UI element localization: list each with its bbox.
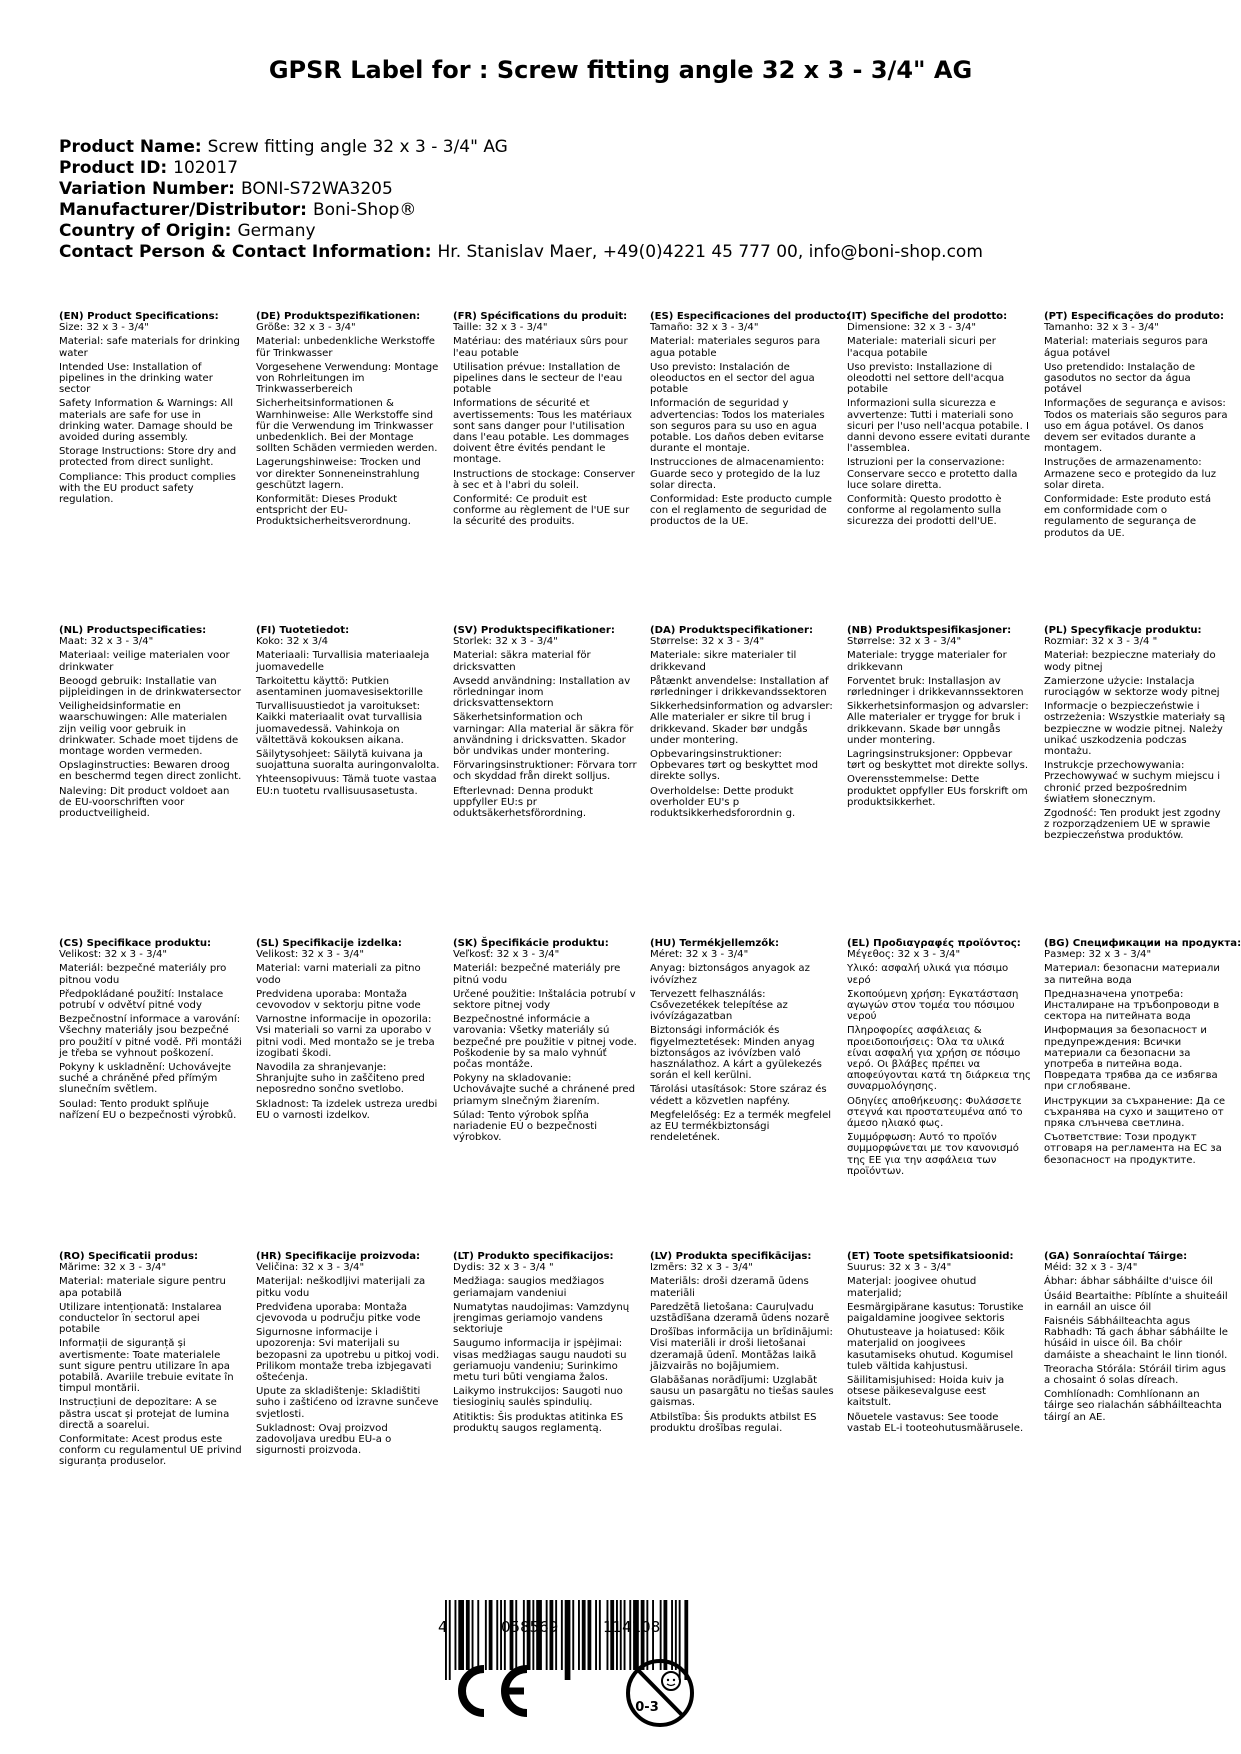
spec-line: Overholdelse: Dette produkt overholder EU's p roduktsikkerhedsforordnin g. [650, 785, 796, 820]
spec-title: (ET) Toote spetsifikatsioonid: [847, 1251, 1014, 1262]
spec-line: Zamierzone użycie: Instalacja rurociągów w sektorze wody pitnej [1044, 675, 1220, 699]
spec-line: Overensstemmelse: Dette produktet oppfyller EUs forskrift om produktsikkerhet. [847, 774, 1028, 808]
spec-block [1044, 1251, 1228, 1426]
barcode-bar [599, 1600, 601, 1670]
spec-title: (IT) Specifiche del prodotto: [847, 311, 1008, 322]
spec-title: (DE) Produktspezifikationen: [256, 311, 421, 322]
spec-line: Istruzioni per la conservazione: Conservare secco e protetto dalla luce solare diretta. [847, 457, 1018, 491]
spec-block [453, 625, 637, 822]
spec-line: Storage Instructions: Store dry and protected from direct sunlight. [59, 446, 237, 469]
spec-line: Conformité: Ce produit est conforme au règlement de l'UE sur la sécurité des produits. [453, 494, 630, 528]
spec-title: (HU) Termékjellemzők: [650, 938, 779, 949]
spec-line: Úsáid Beartaithe: Píblínte a shuiteáil in earnáil an uisce óil [1044, 1290, 1228, 1313]
spec-line: Taille: 32 x 3 - 3/4" [453, 322, 548, 334]
info-product-name: Product Name: Screw fitting angle 32 x 3 - 3/4" AG [59, 137, 508, 157]
spec-line: Tárolási utasítások: Store száraz és védett a közvetlen napfény. [650, 1084, 827, 1107]
spec-title: (HR) Specifikacije proizvoda: [256, 1251, 421, 1262]
barcode-bar [578, 1600, 580, 1670]
spec-title: (SL) Specifikacije izdelka: [256, 938, 402, 949]
spec-block [1044, 625, 1228, 845]
barcode-bar [455, 1600, 457, 1670]
spec-line: Zgodność: Ten produkt jest zgodny z rozporządzeniem UE w sprawie bezpieczeństwa produktów. [1044, 808, 1221, 842]
spec-line: Tervezett felhasználás: Csővezetékek telepítése az ivóvízágazatban [650, 988, 788, 1023]
barcode-bar [477, 1600, 479, 1670]
spec-line: Efterlevnad: Denna produkt uppfyller EU:s pr oduktsäkerhetsförordning. [453, 785, 593, 820]
spec-line: Laikymo instrukcijos: Saugoti nuo tiesioginių saulės spindulių. [453, 1386, 623, 1409]
spec-line: Conformidad: Este producto cumple con el reglamento de seguridad de productos de la UE. [650, 494, 832, 528]
spec-title: (SV) Produktspecifikationer: [453, 625, 615, 636]
spec-line: Skladnost: Ta izdelek ustreza uredbi EU o varnosti izdelkov. [256, 1098, 438, 1121]
spec-block [256, 311, 440, 531]
spec-line: Anyag: biztonságos anyagok az ivóvízhez [650, 963, 810, 986]
spec-block [847, 938, 1031, 1180]
barcode-bar [496, 1600, 498, 1670]
spec-line: Materiał: bezpieczne materiały do wody pitnej [1044, 650, 1216, 673]
spec-line: Material: materiais seguros para água potável [1044, 336, 1208, 359]
barcode-bar [595, 1600, 597, 1670]
spec-line: Información de seguridad y advertencias: Todos los materiales son seguros para su uso en agua potable. Los daños deben evitarse durante el montaje. [650, 398, 825, 455]
spec-line: Comhlíonadh: Comhlíonann an táirge seo rialachán sábháilteachta táirgí an AE. [1044, 1389, 1222, 1423]
spec-line: Drošības informācija un brīdinājumi: Visi materiāli ir droši lietošanai dzeramajā ūdenī. Montāžas laikā jāizvairās no bojājumiem. [650, 1327, 833, 1372]
spec-line: Mărime: 32 x 3 - 3/4" [59, 1262, 167, 1274]
spec-line: Размер: 32 x 3 - 3/4" [1044, 949, 1152, 961]
spec-title: (BG) Спецификации на продукта: [1044, 938, 1241, 949]
spec-line: Σκοπούμενη χρήση: Εγκατάσταση αγωγών στον τομέα του πόσιμου νερού [847, 988, 1019, 1023]
spec-title: (LT) Produkto specifikacijos: [453, 1251, 614, 1262]
ce-mark-icon [452, 1661, 534, 1721]
spec-line: Eesmärgipärane kasutus: Torustike paigaldamine joogivee sektoris [847, 1301, 1024, 1325]
barcode-digits-right: 114108 [603, 1618, 661, 1636]
spec-block [256, 1251, 440, 1459]
spec-line: Izmērs: 32 x 3 - 3/4" [650, 1262, 753, 1274]
spec-line: Předpokládané použití: Instalace potrubí v odvětví pitné vody [59, 988, 224, 1012]
spec-title: (PL) Specyfikacje produktu: [1044, 625, 1202, 636]
spec-line: Navodila za shranjevanje: Shranjujte suho in zaščiteno pred neposredno sončno svetlobo. [256, 1062, 425, 1096]
spec-line: Konformität: Dieses Produkt entspricht der EU-Produktsicherheitsverordnung. [256, 494, 411, 528]
spec-line: Koko: 32 x 3/4 [256, 636, 329, 648]
spec-line: Tamaño: 32 x 3 - 3/4" [650, 322, 759, 334]
spec-line: Informații de siguranță și avertismente: Toate materialele sunt sigure pentru utilizare în apa potabilă. Avariile trebuie evitate în timpul montării. [59, 1338, 234, 1395]
spec-line: Predvidena uporaba: Montaža cevovodov v sektorju pitne vode [256, 988, 421, 1012]
spec-title: (EN) Product Specifications: [59, 311, 219, 322]
spec-line: Instrukcje przechowywania: Przechowywać w suchym miejscu i chronić przed bezpośrednim światłem słonecznym. [1044, 760, 1221, 805]
spec-line: Größe: 32 x 3 - 3/4" [256, 322, 356, 334]
spec-line: Pokyny k uskladnění: Uchovávejte suché a chráněné před přímým slunečním světlem. [59, 1062, 232, 1096]
spec-line: Yhteensopivuus: Tämä tuote vastaa EU:n tuotetu rvallisuusasetusta. [256, 774, 437, 797]
spec-line: Turvallisuustiedot ja varoitukset: Kaikki materiaalit ovat turvallisia juomavedessä. Vahinkoja on vältettävä kokouksen aikana. [256, 701, 423, 746]
barcode-bar [472, 1600, 474, 1670]
spec-line: Naleving: Dit product voldoet aan de EU-voorschriften voor productveiligheid. [59, 785, 230, 820]
age-warning-icon [624, 1657, 696, 1729]
spec-line: Vorgesehene Verwendung: Montage von Rohrleitungen im Trinkwasserbereich [256, 361, 439, 396]
spec-block [1044, 311, 1228, 542]
barcode-bar [458, 1600, 464, 1670]
info-product-id: Product ID: 102017 [59, 158, 239, 178]
spec-line: Veľkosť: 32 x 3 - 3/4" [453, 949, 560, 961]
spec-line: Instrucciones de almacenamiento: Guarde seco y protegido de la luz solar directa. [650, 457, 825, 491]
spec-title: (SK) Špecifikácie produktu: [453, 938, 609, 949]
spec-line: Material: varni materiali za pitno vodo [256, 963, 421, 986]
spec-line: Sicherheitsinformationen & Warnhinweise: Alle Werkstoffe sind für die Verwendung im Trinkwasser unbedenklich. Bei der Montage sollten Schäden vermieden werden. [256, 398, 438, 455]
spec-line: Materiaali: Turvallisia materiaaleja juomavedelle [256, 650, 430, 673]
spec-line: Conformitate: Acest produs este conform cu regulamentul UE privind siguranța produselor. [59, 1434, 242, 1468]
spec-line: Material: unbedenkliche Werkstoffe für Trinkwasser [256, 336, 436, 359]
spec-line: Velikost: 32 x 3 - 3/4" [59, 949, 168, 961]
barcode-bar [449, 1600, 451, 1680]
spec-line: Dydis: 32 x 3 - 3/4 " [453, 1262, 554, 1274]
spec-line: Sikkerhedsinformation og advarsler: Alle materialer er sikre til brug i drikkevand. Skader bør undgås under montering. [650, 701, 833, 746]
spec-line: Opslaginstructies: Bewaren droog en beschermd tegen direct zonlicht. [59, 760, 242, 783]
spec-line: Conformidade: Este produto está em conformidade com o regulamento de segurança de produtos da UE. [1044, 494, 1212, 539]
spec-line: Informazioni sulla sicurezza e avvertenze: Tutti i materiali sono sicuri per l'uso nell'acqua potabile. I danni devono essere evitati durante l'assemblea. [847, 398, 1031, 455]
spec-line: Opbevaringsinstruktioner: Opbevares tørt og beskyttet mod direkte sollys. [650, 749, 819, 783]
spec-line: Bezpečnostní informace a varování: Všechny materiály jsou bezpečné pro použití v pitné vodě. Při montáži je třeba se vyhnout poškození. [59, 1014, 242, 1059]
spec-line: Beoogd gebruik: Installatie van pijpleidingen in de drinkwatersector [59, 675, 241, 699]
spec-line: Materiál: bezpečné materiály pro pitnou vodu [59, 963, 227, 986]
spec-line: Predviđena uporaba: Montaža cjevovoda u području pitke vode [256, 1301, 421, 1325]
spec-line: Faisnéis Sábháilteachta agus Rabhadh: Tá gach ábhar sábháilte le húsáid in uisce óil. Ba chóir damáiste a sheachaint le linn tionól. [1044, 1316, 1228, 1361]
spec-block [650, 938, 834, 1146]
spec-block [650, 625, 834, 822]
spec-title: (EL) Προδιαγραφές προϊόντος: [847, 938, 1021, 949]
spec-line: Avsedd användning: Installation av rörledningar inom dricksvattensektorn [453, 675, 631, 710]
info-manufacturer: Manufacturer/Distributor: Boni-Shop® [59, 200, 417, 220]
spec-title: (NB) Produktspesifikasjoner: [847, 625, 1012, 636]
spec-line: Safety Information & Warnings: All materials are safe for use in drinking water. Damage should be avoided during assembly. [59, 398, 234, 444]
spec-title: (FI) Tuotetiedot: [256, 625, 350, 636]
barcode-bar [489, 1600, 493, 1670]
spec-line: Størrelse: 32 x 3 - 3/4" [650, 636, 765, 648]
spec-line: Material: säkra material för dricksvatten [453, 650, 591, 673]
spec-line: Rozmiar: 32 x 3 - 3/4 " [1044, 636, 1158, 648]
spec-line: Tamanho: 32 x 3 - 3/4" [1044, 322, 1159, 334]
spec-block [59, 625, 243, 822]
page-title: GPSR Label for : Screw fitting angle 32 x 3 - 3/4" AG [268, 56, 973, 84]
spec-line: Materijal: neškodljivi materijali za pitku vodu [256, 1276, 426, 1299]
spec-line: Υλικό: ασφαλή υλικά για πόσιμο νερό [847, 963, 1009, 986]
spec-line: Atbilstība: Šis produkts atbilst ES produktu drošības regulai. [650, 1411, 817, 1434]
info-contact: Contact Person & Contact Information: Hr. Stanislav Maer, +49(0)4221 45 777 00, info@boni-shop.com [59, 242, 983, 262]
spec-line: Предназначена употреба: Инсталиране на тръбопроводи в сектора на питейната вода [1044, 988, 1220, 1023]
barcode-bar [445, 1600, 447, 1680]
spec-block [256, 938, 440, 1124]
barcode-digit-first: 4 [438, 1618, 448, 1636]
spec-line: Megfelelőség: Ez a termék megfelel az EU termékbiztonsági rendeletének. [650, 1109, 832, 1144]
spec-line: Súlad: Tento výrobok spĺňa nariadenie EÚ o bezpečnosti výrobkov. [453, 1109, 597, 1144]
spec-line: Upute za skladištenje: Skladištiti suho i zaštićeno od izravne sunčeve svjetlosti. [256, 1386, 439, 1420]
spec-title: (DA) Produktspecifikationer: [650, 625, 813, 636]
spec-line: Bezpečnostné informácie a varovania: Všetky materiály sú bezpečné pre použitie v pitnej vode. Poškodenie by sa malo vyhnúť počas montáže. [453, 1014, 637, 1071]
barcode-bar [582, 1600, 586, 1670]
spec-line: Instrucțiuni de depozitare: A se păstra uscat și protejat de lumina directă a soarelui. [59, 1397, 230, 1431]
spec-line: Medžiaga: saugios medžiagos geriamajam vandeniui [453, 1276, 605, 1299]
barcode-bar [485, 1600, 487, 1670]
spec-line: Velikost: 32 x 3 - 3/4" [256, 949, 365, 961]
spec-line: Material: safe materials for drinking water [59, 336, 240, 359]
spec-line: Съответствие: Този продукт отговаря на регламента на ЕС за безопасност на продуктите. [1044, 1132, 1222, 1166]
spec-title: (PT) Especificações do produto: [1044, 311, 1225, 322]
spec-line: Storlek: 32 x 3 - 3/4" [453, 636, 558, 648]
barcode-digits-left: 058569 [501, 1618, 559, 1636]
spec-block [847, 311, 1031, 531]
spec-line: Conformità: Questo prodotto è conforme al regolamento sulla sicurezza dei prodotti dell'UE. [847, 494, 1002, 528]
spec-line: Uso previsto: Instalación de oleoductos en el sector del agua potable [650, 361, 815, 396]
spec-block [256, 625, 440, 800]
barcode-bar [466, 1600, 470, 1670]
spec-line: Påtænkt anvendelse: Installation af rørledninger i drikkevandssektoren [650, 675, 829, 699]
spec-line: Tarkoitettu käyttö: Putkien asentaminen juomavesisektorille [256, 675, 423, 699]
spec-block [453, 311, 637, 531]
spec-line: Treoracha Stórála: Stóráil tirim agus a chosaint ó solas díreach. [1044, 1363, 1226, 1387]
barcode-bar [588, 1600, 592, 1670]
spec-line: Säilytysohjeet: Säilytä kuivana ja suojattuna suoralta auringonvalolta. [256, 749, 440, 772]
spec-line: Instructions de stockage: Conserver à sec et à l'abri du soleil. [453, 468, 635, 491]
spec-block [453, 938, 637, 1146]
spec-line: Οδηγίες αποθήκευσης: Φυλάσσετε στεγνά και προστατευμένα από το άμεσο ηλιακό φως. [847, 1095, 1023, 1130]
spec-title: (ES) Especificaciones del producto: [650, 311, 850, 322]
spec-line: Uso pretendido: Instalação de gasodutos no sector da água potável [1044, 361, 1196, 396]
spec-line: Ábhar: ábhar sábháilte d'uisce óil [1044, 1276, 1213, 1288]
spec-line: Materiál: bezpečné materiály pre pitnú vodu [453, 963, 621, 986]
spec-line: Säilitamisjuhised: Hoida kuiv ja otsese päikesevalguse eest kaitstult. [847, 1375, 1005, 1409]
spec-title: (RO) Specificatii produs: [59, 1251, 199, 1262]
age-label: 0-3 [635, 1700, 659, 1715]
spec-line: Numatytas naudojimas: Vamzdynų įrengimas geriamojo vandens sektoriuje [453, 1301, 630, 1336]
spec-line: Saugumo informacija ir įspėjimai: visas medžiagas saugu naudoti su geriamuoju vandeniu; Surinkimo metu turi būti vengiama žalos. [453, 1338, 627, 1384]
spec-block [453, 1251, 637, 1437]
spec-line: Maat: 32 x 3 - 3/4" [59, 636, 154, 648]
spec-line: Forventet bruk: Installasjon av rørledninger i drikkevannssektoren [847, 675, 1024, 699]
spec-line: Paredzētā lietošana: Cauruļvadu uzstādīšana dzeramā ūdens nozarē [650, 1301, 830, 1325]
spec-block [1044, 938, 1241, 1169]
spec-title: (FR) Spécifications du produit: [453, 311, 628, 322]
spec-line: Varnostne informacije in opozorila: Vsi materiali so varni za uporabo v pitni vodi. Med montažo se je treba izogibati škodi. [256, 1014, 435, 1059]
spec-title: (CS) Specifikace produktu: [59, 938, 212, 949]
spec-block [650, 311, 850, 531]
spec-line: Určené použitie: Inštalácia potrubí v sektore pitnej vody [453, 988, 636, 1012]
spec-line: Säkerhetsinformation och varningar: Alla material är säkra för användning i dricksvatten. Skador bör undvikas under montering. [453, 712, 634, 758]
spec-line: Sukladnost: Ovaj proizvod zadovoljava uredbu EU-a o sigurnosti proizvoda. [256, 1422, 392, 1457]
spec-line: Compliance: This product complies with the EU product safety regulation. [59, 471, 236, 506]
spec-line: Biztonsági információk és figyelmeztetések: Minden anyag biztonságos az ivóvízben való használathoz. A kárt a gyülekezés során el kell kerülni. [650, 1025, 822, 1082]
spec-line: Информация за безопасност и предупреждения: Всички материали са безопасни за употреба в питейна вода. Повредата трябва да се избягва при сглобяване. [1044, 1025, 1218, 1093]
spec-line: Utilizare intenționată: Instalarea conductelor în sectorul apei potabile [59, 1301, 222, 1336]
spec-line: Dimensione: 32 x 3 - 3/4" [847, 322, 977, 334]
spec-block [59, 311, 243, 508]
spec-line: Veiligheidsinformatie en waarschuwingen: Alle materialen zijn veilig voor gebruik in drinkwater. Schade moet tijdens de montage worden vermeden. [59, 701, 239, 758]
spec-block [59, 1251, 243, 1471]
spec-line: Pokyny na skladovanie: Uchovávajte suché a chránené pred priamym slnečným žiarením. [453, 1073, 636, 1107]
spec-line: Informações de segurança e avisos: Todos os materiais são seguros para uso em água potável. Os danos devem ser evitados durante a montagem. [1044, 398, 1228, 455]
spec-line: Uso previsto: Installazione di oleodotti nel settore dell'acqua potabile [847, 361, 1005, 396]
spec-line: Størrelse: 32 x 3 - 3/4" [847, 636, 962, 648]
spec-line: Инструкции за съхранение: Да се съхранява на сухо и защитено от пряка слънчева светлина. [1044, 1095, 1226, 1130]
spec-line: Material: materiales seguros para agua potable [650, 336, 821, 359]
spec-line: Suurus: 32 x 3 - 3/4" [847, 1262, 952, 1274]
spec-line: Nõuetele vastavus: See toode vastab EL-i tooteohutusmäärusele. [847, 1411, 1024, 1434]
spec-line: Méret: 32 x 3 - 3/4" [650, 949, 749, 961]
spec-line: Intended Use: Installation of pipelines in the drinking water sector [59, 361, 213, 396]
spec-line: Soulad: Tento produkt splňuje nařízení EU o bezpečnosti výrobků. [59, 1098, 237, 1121]
spec-line: Size: 32 x 3 - 3/4" [59, 322, 149, 334]
spec-line: Förvaringsinstruktioner: Förvara torr och skyddad från direkt solljus. [453, 760, 637, 783]
spec-line: Veličina: 32 x 3 - 3/4" [256, 1262, 365, 1274]
spec-line: Ohutusteave ja hoiatused: Kõik materjalid on joogivees kasutamiseks ohutud. Kogumisel tuleb vältida kahjustusi. [847, 1327, 1014, 1372]
spec-line: Μέγεθος: 32 x 3 - 3/4" [847, 949, 961, 961]
spec-line: Lagringsinstruksjoner: Oppbevar tørt og beskyttet mot direkte sollys. [847, 749, 1029, 772]
spec-title: (NL) Productspecificaties: [59, 625, 207, 636]
spec-line: Sigurnosne informacije i upozorenja: Svi materijali su bezopasni za upotrebu u pitkoj vodi. Prilikom montaže treba izbjegavati oštećenja. [256, 1327, 440, 1384]
spec-block [847, 1251, 1031, 1437]
spec-line: Πληροφορίες ασφάλειας & προειδοποιήσεις: Όλα τα υλικά είναι ασφαλή για χρήση σε πόσιμο νερό. Οι βλάβες πρέπει να αποφεύγονται κατά τη διάρκεια της συναρμολόγησης. [847, 1025, 1031, 1093]
spec-line: Material: materiale sigure pentru apa potabilă [59, 1276, 226, 1299]
spec-block [59, 938, 243, 1124]
barcode-bar [565, 1600, 571, 1680]
spec-line: Materjal: joogivee ohutud materjalid; [847, 1276, 977, 1299]
spec-line: Материал: безопасни материали за питейна вода [1044, 963, 1220, 986]
spec-line: Informacje o bezpieczeństwie i ostrzeżenia: Wszystkie materiały są bezpieczne w wodzie pitnej. Należy unikać uszkodzenia podczas montażu. [1044, 701, 1226, 758]
spec-line: Materiale: trygge materialer for drikkevann [847, 650, 1007, 673]
spec-line: Instruções de armazenamento: Armazene seco e protegido da luz solar direta. [1044, 457, 1217, 491]
spec-line: Materiaal: veilige materialen voor drinkwater [59, 650, 230, 673]
barcode-bar [572, 1600, 574, 1670]
spec-line: Materiale: sikre materialer til drikkevand [650, 650, 797, 673]
spec-line: Συμμόρφωση: Αυτό το προϊόν συμμορφώνεται με τον κανονισμό της ΕΕ για την ασφάλεια των προϊόντων. [847, 1132, 1019, 1177]
product-info [59, 137, 983, 263]
spec-block [847, 625, 1031, 811]
spec-line: Materiale: materiali sicuri per l'acqua potabile [847, 336, 996, 359]
spec-line: Sikkerhetsinformasjon og advarsler: Alle materialer er trygge for bruk i drikkevann. Skade bør unngås under montering. [847, 701, 1029, 746]
spec-title: (LV) Produkta specifikācijas: [650, 1251, 812, 1262]
info-country: Country of Origin: Germany [59, 221, 316, 241]
spec-line: Méid: 32 x 3 - 3/4" [1044, 1262, 1138, 1274]
spec-line: Lagerungshinweise: Trocken und vor direkter Sonneneinstrahlung geschützt lagern. [256, 457, 421, 491]
spec-line: Utilisation prévue: Installation de pipelines dans le secteur de l'eau potable [453, 361, 623, 396]
spec-line: Glabāšanas norādījumi: Uzglabāt sausu un pasargātu no tiešas saules gaismas. [650, 1375, 834, 1409]
spec-line: Materiāls: droši dzeramā ūdens materiāli [650, 1276, 809, 1299]
barcode-bar [561, 1600, 563, 1670]
spec-line: Atitiktis: Šis produktas atitinka ES produktų saugos reglamentą. [453, 1411, 624, 1434]
spec-title: (GA) Sonraíochtaí Táirge: [1044, 1251, 1188, 1262]
info-variation-number: Variation Number: BONI-S72WA3205 [59, 179, 393, 199]
spec-line: Informations de sécurité et avertissements: Tous les matériaux sont sans danger pour l'utilisation dans l'eau potable. Les dommages doivent être évités pendant le montage. [453, 398, 632, 466]
spec-block [650, 1251, 834, 1437]
spec-line: Matériau: des matériaux sûrs pour l'eau potable [453, 336, 628, 359]
